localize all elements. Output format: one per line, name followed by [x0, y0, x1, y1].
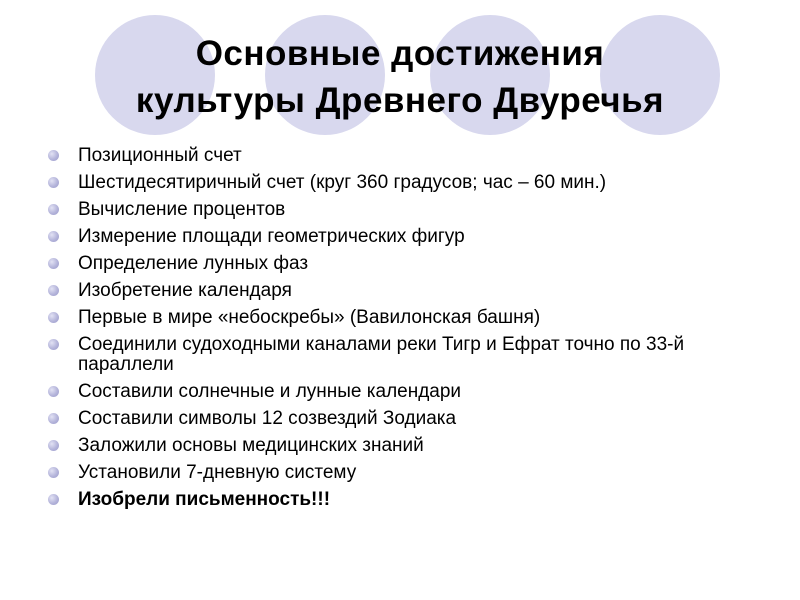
list-item	[46, 335, 766, 375]
achievement-list	[46, 146, 766, 517]
list-item	[46, 308, 766, 328]
list-item	[46, 227, 766, 247]
list-item-text: Установили 7-дневную систему	[78, 462, 357, 483]
list-item	[46, 463, 766, 483]
bullet-icon	[48, 150, 59, 161]
list-item	[46, 436, 766, 456]
list-item-text: Заложили основы медицинских знаний	[78, 435, 424, 456]
list-item-text: Шестидесятиричный счет (круг 360 градусов; час – 60 мин.)	[78, 172, 607, 193]
title-line-2: культуры Древнего Двуречья	[135, 81, 665, 120]
list-item-text: Определение лунных фаз	[78, 253, 309, 274]
bullet-icon	[48, 494, 59, 505]
bullet-icon	[48, 440, 59, 451]
bullet-icon	[48, 413, 59, 424]
bullet-icon	[48, 231, 59, 242]
list-item-text: Вычисление процентов	[78, 199, 286, 220]
list-item	[46, 173, 766, 193]
list-item	[46, 281, 766, 301]
list-item-text: Составили символы 12 созвездий Зодиака	[78, 408, 457, 429]
bullet-icon	[48, 467, 59, 478]
title-line-1: Основные достижения	[195, 34, 605, 73]
bullet-icon	[48, 339, 59, 350]
list-item	[46, 409, 766, 429]
bullet-icon	[48, 204, 59, 215]
list-item-text: Соединили судоходными каналами реки Тигр и Ефрат точно по 33-й параллели	[78, 334, 685, 375]
list-item	[46, 254, 766, 274]
list-item-highlight	[46, 490, 766, 510]
list-item	[46, 200, 766, 220]
list-item-text: Изобрели письменность!!!	[78, 489, 331, 510]
bullet-icon	[48, 285, 59, 296]
bullet-icon	[48, 386, 59, 397]
bullet-icon	[48, 258, 59, 269]
list-item	[46, 382, 766, 402]
bullet-icon	[48, 177, 59, 188]
list-item-text: Составили солнечные и лунные календари	[78, 381, 462, 402]
list-item	[46, 146, 766, 166]
list-item-text: Первые в мире «небоскребы» (Вавилонская башня)	[78, 307, 541, 328]
list-item-text: Измерение площади геометрических фигур	[78, 226, 465, 247]
bullet-icon	[48, 312, 59, 323]
list-item-text: Позиционный счет	[78, 145, 242, 166]
slide-title	[0, 30, 800, 124]
list-item-text: Изобретение календаря	[78, 280, 292, 301]
